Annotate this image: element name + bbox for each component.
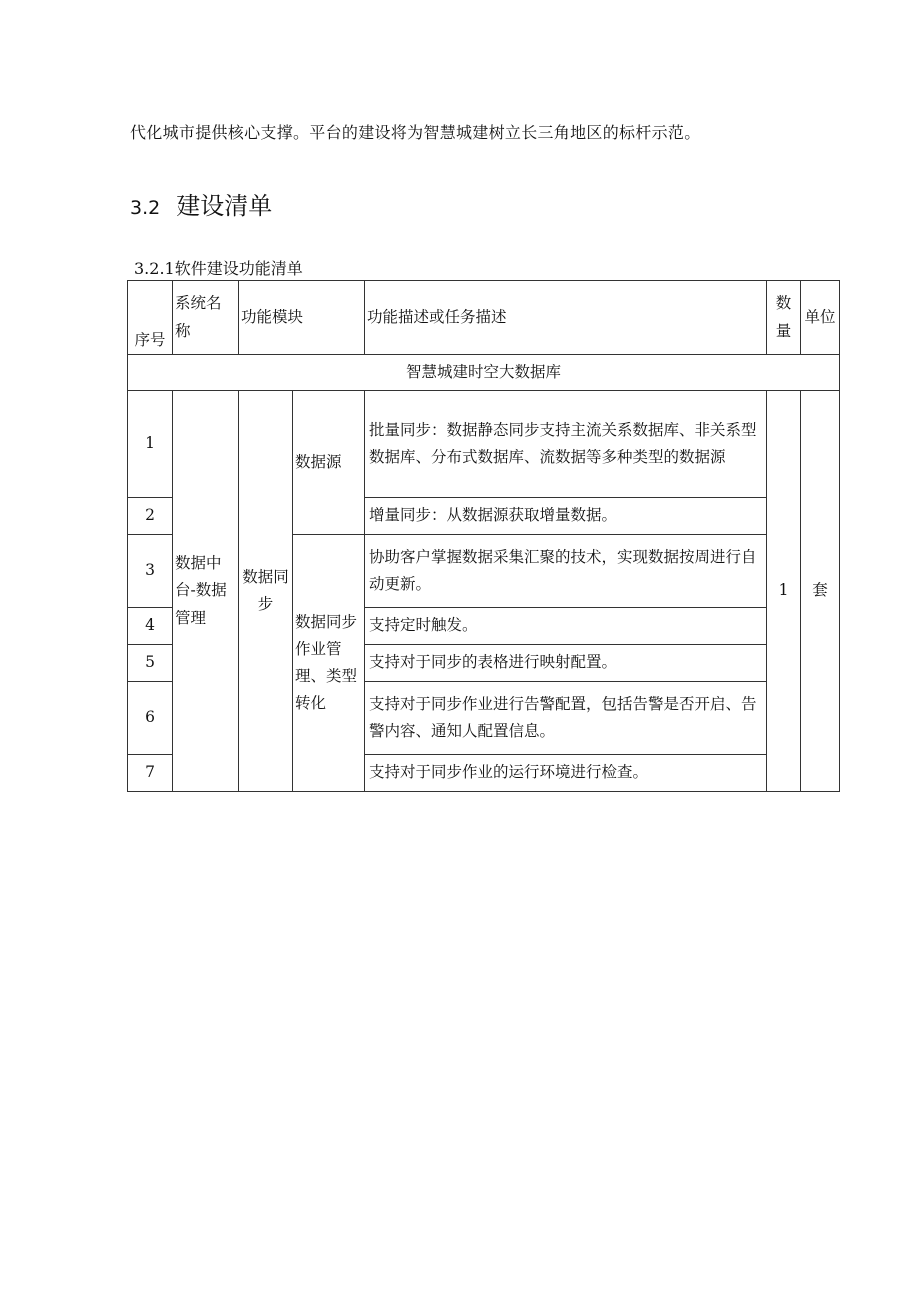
- row-description: 支持对于同步的表格进行映射配置。: [365, 645, 767, 682]
- quantity-cell: 1: [767, 391, 801, 792]
- section-number: 3.2: [130, 197, 161, 219]
- submodule-cell: 数据源: [293, 391, 365, 535]
- row-index: 4: [128, 608, 173, 645]
- table-row: [128, 391, 840, 498]
- row-description: 支持定时触发。: [365, 608, 767, 645]
- row-description: 协助客户掌握数据采集汇聚的技术，实现数据按周进行自动更新。: [365, 535, 767, 608]
- submodule-cell: 数据同步作业管理、类型转化: [293, 535, 365, 792]
- row-index: 6: [128, 682, 173, 755]
- row-description: 增量同步：从数据源获取增量数据。: [365, 498, 767, 535]
- section-title: 建设清单: [176, 192, 273, 220]
- header-description: 功能描述或任务描述: [365, 281, 767, 355]
- header-index: 序号: [128, 281, 173, 355]
- row-index: 2: [128, 498, 173, 535]
- row-description: 支持对于同步作业进行告警配置，包括告警是否开启、告警内容、通知人配置信息。: [365, 682, 767, 755]
- row-description: 批量同步：数据静态同步支持主流关系数据库、非关系型数据库、分布式数据库、流数据等多种类型的数据源: [365, 391, 767, 498]
- row-index: 1: [128, 391, 173, 498]
- section-heading: [130, 186, 272, 221]
- system-name-cell: 数据中台-数据管理: [173, 391, 239, 792]
- row-index: 7: [128, 755, 173, 792]
- unit-cell: 套: [801, 391, 840, 792]
- row-index: 3: [128, 535, 173, 608]
- header-system-name: 系统名称: [173, 281, 239, 355]
- module-cell: 数据同步: [239, 391, 293, 792]
- intro-paragraph: 代化城市提供核心支撑。平台的建设将为智慧城建树立长三角地区的标杆示范。: [130, 123, 701, 142]
- row-description: 支持对于同步作业的运行环境进行检查。: [365, 755, 767, 792]
- row-index: 5: [128, 645, 173, 682]
- table-header-row: [128, 281, 840, 355]
- group-title: 智慧城建时空大数据库: [128, 355, 840, 391]
- group-row: [128, 355, 840, 391]
- header-quantity: 数量: [767, 281, 801, 355]
- subsection-heading: 3.2.1软件建设功能清单: [134, 259, 303, 278]
- header-module: 功能模块: [239, 281, 365, 355]
- header-unit: 单位: [801, 281, 840, 355]
- function-list-table: [127, 280, 840, 792]
